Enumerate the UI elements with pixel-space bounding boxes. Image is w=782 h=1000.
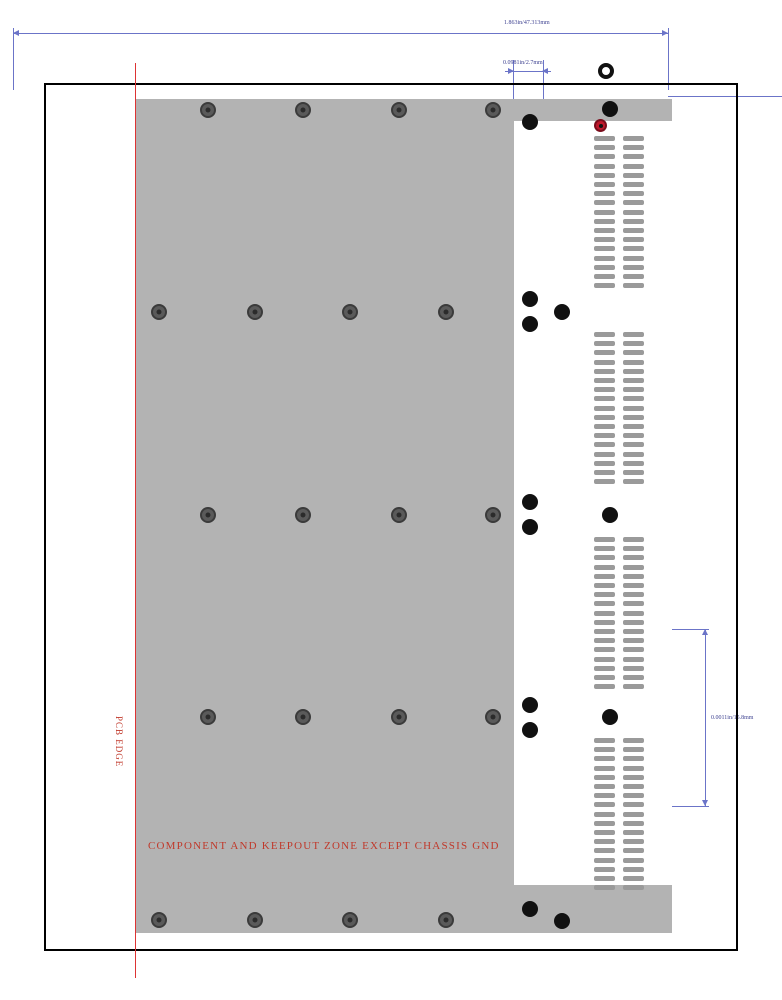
connector-finger-pad bbox=[594, 555, 615, 560]
connector-finger-pad bbox=[623, 182, 644, 187]
connector-finger-pad bbox=[623, 793, 644, 798]
via-hole bbox=[253, 310, 258, 315]
keepout-cutout-lower bbox=[514, 501, 672, 701]
via-hole bbox=[301, 513, 306, 518]
connector-finger-pad bbox=[623, 876, 644, 881]
connector-finger-pad bbox=[623, 461, 644, 466]
dim-overall-arrow-left bbox=[13, 30, 19, 36]
via-pad bbox=[295, 102, 311, 118]
via-hole bbox=[444, 310, 449, 315]
connector-finger-pad bbox=[623, 442, 644, 447]
connector-finger-pad bbox=[623, 470, 644, 475]
connector-finger-pad bbox=[594, 424, 615, 429]
via-pad bbox=[342, 912, 358, 928]
connector-finger-pad bbox=[594, 738, 615, 743]
connector-finger-pad bbox=[623, 341, 644, 346]
connector-finger-pad bbox=[594, 601, 615, 606]
connector-finger-pad bbox=[623, 228, 644, 233]
connector-finger-pad bbox=[594, 611, 615, 616]
connector-finger-pad bbox=[623, 164, 644, 169]
connector-finger-pad bbox=[594, 812, 615, 817]
via-pad bbox=[438, 912, 454, 928]
connector-finger-pad bbox=[594, 360, 615, 365]
via-pad bbox=[391, 102, 407, 118]
connector-finger-pad bbox=[594, 378, 615, 383]
connector-finger-pad bbox=[594, 219, 615, 224]
connector-finger-pad bbox=[623, 756, 644, 761]
connector-finger-pad bbox=[594, 821, 615, 826]
dim-pitch-arrow-b bbox=[542, 68, 548, 74]
connector-finger-pad bbox=[594, 666, 615, 671]
connector-finger-pad bbox=[623, 657, 644, 662]
connector-finger-pad bbox=[594, 647, 615, 652]
connector-finger-pad bbox=[594, 442, 615, 447]
connector-finger-pad bbox=[594, 182, 615, 187]
via-pad bbox=[438, 304, 454, 320]
chassis-gnd-pad bbox=[522, 494, 538, 510]
connector-finger-pad bbox=[623, 812, 644, 817]
chassis-gnd-pad bbox=[522, 722, 538, 738]
connector-finger-pad bbox=[623, 350, 644, 355]
connector-finger-pad bbox=[594, 387, 615, 392]
via-hole bbox=[397, 513, 402, 518]
connector-finger-pad bbox=[594, 461, 615, 466]
keepout-zone-notch-b bbox=[496, 121, 514, 291]
connector-finger-pad bbox=[594, 867, 615, 872]
keepout-zone-main bbox=[135, 99, 496, 933]
connector-finger-pad bbox=[594, 265, 615, 270]
via-hole bbox=[206, 108, 211, 113]
pad-hole bbox=[599, 124, 603, 128]
connector-finger-pad bbox=[594, 876, 615, 881]
connector-finger-pad bbox=[623, 219, 644, 224]
connector-finger-pad bbox=[623, 738, 644, 743]
connector-finger-pad bbox=[623, 675, 644, 680]
connector-finger-pad bbox=[594, 885, 615, 890]
connector-finger-pad bbox=[623, 638, 644, 643]
keepout-zone-step-2 bbox=[496, 501, 514, 701]
connector-finger-pad bbox=[594, 350, 615, 355]
via-pad bbox=[391, 507, 407, 523]
dim-extension-left bbox=[13, 28, 14, 90]
connector-finger-pad bbox=[623, 378, 644, 383]
connector-finger-pad bbox=[623, 387, 644, 392]
connector-finger-pad bbox=[594, 629, 615, 634]
via-pad bbox=[295, 507, 311, 523]
connector-finger-pad bbox=[623, 565, 644, 570]
via-pad bbox=[247, 912, 263, 928]
chassis-gnd-pad bbox=[602, 101, 618, 117]
connector-finger-pad bbox=[623, 747, 644, 752]
connector-finger-pad bbox=[623, 583, 644, 588]
connector-finger-pad bbox=[623, 592, 644, 597]
connector-finger-pad bbox=[594, 793, 615, 798]
connector-finger-pad bbox=[623, 858, 644, 863]
pad-hole bbox=[603, 68, 609, 74]
dim-pitch-arrow-a bbox=[508, 68, 514, 74]
connector-finger-pad bbox=[594, 246, 615, 251]
connector-finger-pad bbox=[594, 145, 615, 150]
connector-finger-pad bbox=[623, 200, 644, 205]
connector-finger-pad bbox=[594, 565, 615, 570]
connector-finger-pad bbox=[594, 675, 615, 680]
via-hole bbox=[157, 918, 162, 923]
via-hole bbox=[491, 108, 496, 113]
connector-finger-pad bbox=[594, 657, 615, 662]
connector-finger-pad bbox=[623, 546, 644, 551]
connector-finger-pad bbox=[594, 164, 615, 169]
via-hole bbox=[444, 918, 449, 923]
via-hole bbox=[301, 715, 306, 720]
via-pad bbox=[200, 102, 216, 118]
connector-finger-pad bbox=[623, 537, 644, 542]
chassis-gnd-pad bbox=[522, 316, 538, 332]
connector-finger-pad bbox=[623, 479, 644, 484]
dim-overall-width-text: 1.863in/47.313mm bbox=[504, 20, 550, 26]
connector-finger-pad bbox=[594, 775, 615, 780]
chassis-gnd-pad bbox=[522, 697, 538, 713]
connector-finger-pad bbox=[594, 830, 615, 835]
chassis-gnd-pad bbox=[522, 291, 538, 307]
via-hole bbox=[491, 513, 496, 518]
chassis-gnd-pad bbox=[522, 519, 538, 535]
connector-finger-pad bbox=[623, 452, 644, 457]
connector-finger-pad bbox=[594, 274, 615, 279]
dim-extension-right bbox=[668, 28, 669, 90]
connector-finger-pad bbox=[623, 136, 644, 141]
connector-finger-pad bbox=[594, 756, 615, 761]
connector-finger-pad bbox=[623, 611, 644, 616]
pcb-edge-line bbox=[135, 63, 136, 978]
via-pad bbox=[151, 912, 167, 928]
connector-finger-pad bbox=[623, 885, 644, 890]
connector-finger-pad bbox=[623, 666, 644, 671]
connector-finger-pad bbox=[623, 867, 644, 872]
dim-pitch-text: 0.0981in/2.7mm bbox=[503, 60, 543, 66]
connector-finger-pad bbox=[623, 154, 644, 159]
connector-finger-pad bbox=[594, 406, 615, 411]
connector-finger-pad bbox=[623, 283, 644, 288]
via-pad bbox=[247, 304, 263, 320]
connector-finger-pad bbox=[623, 802, 644, 807]
connector-finger-pad bbox=[623, 369, 644, 374]
connector-finger-pad bbox=[623, 821, 644, 826]
connector-finger-pad bbox=[594, 684, 615, 689]
connector-finger-pad bbox=[594, 537, 615, 542]
via-hole bbox=[491, 715, 496, 720]
connector-finger-pad bbox=[594, 546, 615, 551]
connector-finger-pad bbox=[594, 784, 615, 789]
chassis-gnd-pad bbox=[554, 913, 570, 929]
via-pad bbox=[295, 709, 311, 725]
keepout-zone-label: COMPONENT AND KEEPOUT ZONE EXCEPT CHASSIS GND bbox=[148, 840, 500, 852]
connector-finger-pad bbox=[623, 775, 644, 780]
connector-finger-pad bbox=[594, 747, 615, 752]
highlighted-pad bbox=[594, 119, 607, 132]
dim-overall-arrow-right bbox=[662, 30, 668, 36]
connector-finger-pad bbox=[594, 173, 615, 178]
connector-finger-pad bbox=[623, 601, 644, 606]
connector-finger-pad bbox=[594, 154, 615, 159]
connector-finger-pad bbox=[594, 858, 615, 863]
connector-finger-pad bbox=[623, 424, 644, 429]
connector-finger-pad bbox=[623, 145, 644, 150]
connector-finger-pad bbox=[623, 274, 644, 279]
connector-finger-pad bbox=[623, 256, 644, 261]
connector-finger-pad bbox=[594, 583, 615, 588]
via-pad bbox=[151, 304, 167, 320]
connector-finger-pad bbox=[594, 470, 615, 475]
chassis-gnd-pad bbox=[554, 304, 570, 320]
connector-finger-pad bbox=[623, 766, 644, 771]
connector-finger-pad bbox=[594, 574, 615, 579]
via-hole bbox=[397, 715, 402, 720]
connector-finger-pad bbox=[594, 452, 615, 457]
via-hole bbox=[348, 918, 353, 923]
connector-finger-pad bbox=[594, 479, 615, 484]
connector-finger-pad bbox=[623, 173, 644, 178]
connector-finger-pad bbox=[623, 830, 644, 835]
connector-finger-pad bbox=[594, 766, 615, 771]
dim-height-text: 0.0011in/15.8mm bbox=[711, 715, 754, 721]
via-hole bbox=[301, 108, 306, 113]
connector-finger-pad bbox=[623, 684, 644, 689]
connector-finger-pad bbox=[623, 191, 644, 196]
connector-finger-pad bbox=[594, 433, 615, 438]
chassis-gnd-pad bbox=[522, 901, 538, 917]
connector-finger-pad bbox=[623, 246, 644, 251]
connector-finger-pad bbox=[623, 647, 644, 652]
connector-finger-pad bbox=[623, 210, 644, 215]
via-pad bbox=[391, 709, 407, 725]
pcb-edge-label: PCB EDGE bbox=[114, 716, 124, 768]
via-hole bbox=[206, 513, 211, 518]
via-hole bbox=[397, 108, 402, 113]
connector-finger-pad bbox=[594, 415, 615, 420]
connector-finger-pad bbox=[594, 341, 615, 346]
connector-finger-pad bbox=[623, 396, 644, 401]
via-pad bbox=[200, 507, 216, 523]
via-hole bbox=[206, 715, 211, 720]
chassis-gnd-pad bbox=[602, 709, 618, 725]
chassis-gnd-pad bbox=[602, 507, 618, 523]
chassis-gnd-pad-ring bbox=[598, 63, 614, 79]
connector-finger-pad bbox=[623, 406, 644, 411]
connector-finger-pad bbox=[594, 848, 615, 853]
connector-finger-pad bbox=[594, 136, 615, 141]
connector-finger-pad bbox=[623, 574, 644, 579]
via-hole bbox=[253, 918, 258, 923]
connector-finger-pad bbox=[623, 629, 644, 634]
connector-finger-pad bbox=[594, 228, 615, 233]
connector-finger-pad bbox=[623, 360, 644, 365]
via-hole bbox=[348, 310, 353, 315]
connector-finger-pad bbox=[623, 332, 644, 337]
connector-finger-pad bbox=[594, 802, 615, 807]
connector-finger-pad bbox=[623, 433, 644, 438]
connector-finger-pad bbox=[623, 839, 644, 844]
keepout-zone-step-3 bbox=[484, 701, 514, 893]
keepout-cutout-upper bbox=[514, 121, 672, 291]
connector-finger-pad bbox=[594, 200, 615, 205]
connector-finger-pad bbox=[623, 555, 644, 560]
via-pad bbox=[485, 507, 501, 523]
connector-finger-pad bbox=[623, 415, 644, 420]
connector-finger-pad bbox=[594, 620, 615, 625]
connector-finger-pad bbox=[594, 256, 615, 261]
connector-finger-pad bbox=[623, 620, 644, 625]
connector-finger-pad bbox=[623, 784, 644, 789]
connector-finger-pad bbox=[594, 191, 615, 196]
chassis-gnd-pad bbox=[522, 114, 538, 130]
connector-finger-pad bbox=[594, 638, 615, 643]
dim-overall-width-line bbox=[13, 33, 668, 34]
via-pad bbox=[342, 304, 358, 320]
connector-finger-pad bbox=[594, 396, 615, 401]
connector-finger-pad bbox=[623, 848, 644, 853]
connector-finger-pad bbox=[594, 283, 615, 288]
connector-finger-pad bbox=[623, 237, 644, 242]
connector-finger-pad bbox=[623, 265, 644, 270]
connector-finger-pad bbox=[594, 592, 615, 597]
via-pad bbox=[200, 709, 216, 725]
connector-finger-pad bbox=[594, 210, 615, 215]
connector-finger-pad bbox=[594, 369, 615, 374]
keepout-zone-step-1 bbox=[484, 291, 514, 501]
via-hole bbox=[157, 310, 162, 315]
connector-finger-pad bbox=[594, 237, 615, 242]
connector-finger-pad bbox=[594, 839, 615, 844]
connector-finger-pad bbox=[594, 332, 615, 337]
via-pad bbox=[485, 102, 501, 118]
via-pad bbox=[485, 709, 501, 725]
